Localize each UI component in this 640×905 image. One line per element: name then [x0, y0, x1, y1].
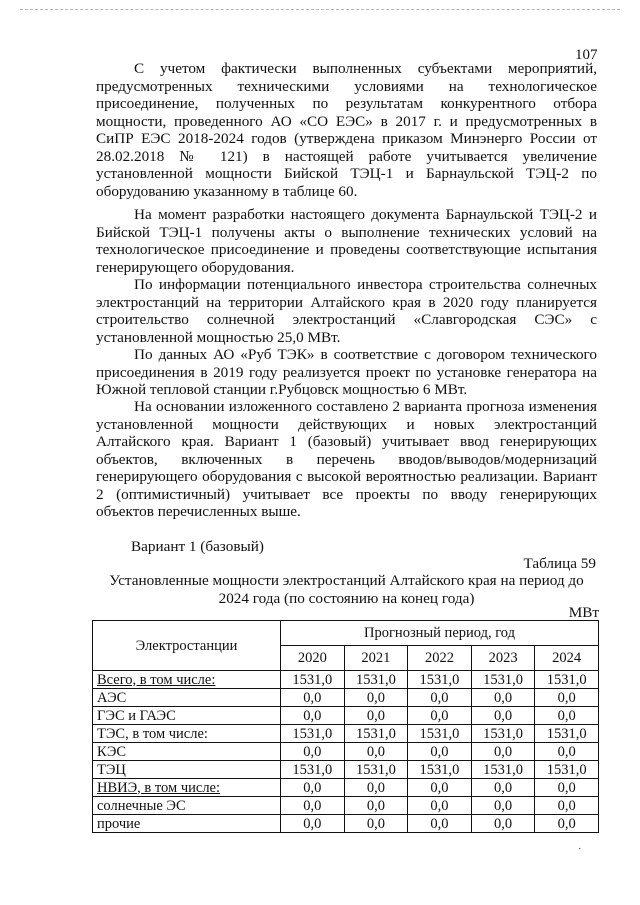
table-unit: МВт — [568, 604, 599, 621]
row-label: солнечные ЭС — [93, 797, 281, 815]
row-label: прочие — [93, 815, 281, 833]
variant-heading: Вариант 1 (базовый) — [131, 538, 264, 555]
table-cell: 0,0 — [535, 689, 599, 707]
table-caption: Установленные мощности электростанций Алтайского края на период до 2024 года (по состоянию на конец года) — [109, 572, 584, 607]
row-label: ТЭС, в том числе: — [93, 725, 281, 743]
table-row — [93, 725, 599, 743]
table-cell: 0,0 — [471, 689, 535, 707]
table-cell: 1531,0 — [471, 671, 535, 689]
table-cell: 0,0 — [408, 743, 472, 761]
row-label: Всего, в том числе: — [93, 671, 281, 689]
table-cell: 0,0 — [471, 797, 535, 815]
table-cell: 0,0 — [471, 779, 535, 797]
header-stations: Электростанции — [93, 621, 281, 671]
table-cell: 0,0 — [408, 707, 472, 725]
table-row — [93, 689, 599, 707]
scan-mark: · — [578, 843, 582, 855]
header-year: 2024 — [535, 646, 599, 671]
row-label: КЭС — [93, 743, 281, 761]
table-row — [93, 743, 599, 761]
table-row — [93, 815, 599, 833]
table-cell: 0,0 — [535, 815, 599, 833]
paragraph-5: На основании изложенного составлено 2 варианта прогноза изменения установленной мощности действующих и новых электростанций Алтайского края. Вариант 1 (базовый) учитывает ввод генерирующих объектов, включенных в перечень вводов/выводов/модернизаций генерирующего оборудования с высокой вероятностью реализации. Вариант 2 (оптимистичный) учитывает все проекты по вводу генерирующих объектов перечисленных выше. — [96, 398, 597, 520]
table-cell: 0,0 — [535, 743, 599, 761]
header-year: 2021 — [344, 646, 408, 671]
row-label: ГЭС и ГАЭС — [93, 707, 281, 725]
paragraph-4: По данных АО «Руб ТЭК» в соответствие с договором технического присоединения в 2019 году реализуется проект по установке генератора на Южной тепловой станции г.Рубцовск мощностью 6 МВт. — [96, 346, 597, 398]
table-cell: 0,0 — [408, 689, 472, 707]
row-label: ТЭЦ — [93, 761, 281, 779]
header-year: 2020 — [281, 646, 345, 671]
table-cell: 0,0 — [535, 707, 599, 725]
row-label: НВИЭ, в том числе: — [93, 779, 281, 797]
table-cell: 0,0 — [471, 815, 535, 833]
row-label: АЭС — [93, 689, 281, 707]
table-row — [93, 671, 599, 689]
table-cell: 1531,0 — [344, 671, 408, 689]
table-cell: 0,0 — [408, 815, 472, 833]
table-cell: 1531,0 — [408, 761, 472, 779]
paragraph-2: На момент разработки настоящего документа Барнаульской ТЭЦ-2 и Бийской ТЭЦ-1 получены акты о выполнение технических условий на технологическое присоединение и проведены соответствующие испытания генерирующего оборудования. — [96, 206, 597, 276]
table-cell: 0,0 — [471, 743, 535, 761]
table-cell: 0,0 — [281, 797, 345, 815]
table-cell: 1531,0 — [471, 725, 535, 743]
table-cell: 1531,0 — [408, 671, 472, 689]
table-cell: 0,0 — [281, 779, 345, 797]
scan-artifact-line — [20, 9, 620, 10]
table-cell: 0,0 — [344, 689, 408, 707]
table-cell: 0,0 — [408, 779, 472, 797]
capacity-table — [92, 620, 599, 833]
table-cell: 1531,0 — [535, 725, 599, 743]
table-row — [93, 779, 599, 797]
table-cell: 0,0 — [281, 815, 345, 833]
table-row — [93, 707, 599, 725]
table-cell: 1531,0 — [344, 725, 408, 743]
paragraph-3: По информации потенциального инвестора строительства солнечных электростанций на территории Алтайского края в 2020 году планируется строительство солнечной электростанций «Славгородская СЭС» с установленной мощностью 25,0 МВт. — [96, 276, 597, 346]
table-cell: 0,0 — [408, 797, 472, 815]
paragraph-1: С учетом фактически выполненных субъектами мероприятий, предусмотренных техническими условиями на технологическое присоединение, полученных по результатам конкурентного отбора мощности, проведенного АО «СО ЕЭС» в 2017 г. и предусмотренных в СиПР ЕЭС 2018-2024 годов (утверждена приказом Минэнерго России от 28.02.2018 № 121) в настоящей работе учитывается увеличение установленной мощности Бийской ТЭЦ-1 и Барнаульской ТЭЦ-2 по оборудованию указанному в таблице 60. — [96, 60, 597, 200]
table-cell: 1531,0 — [281, 761, 345, 779]
table-cell: 0,0 — [344, 797, 408, 815]
table-cell: 1531,0 — [281, 671, 345, 689]
table-cell: 1531,0 — [535, 671, 599, 689]
table-cell: 0,0 — [344, 815, 408, 833]
table-cell: 0,0 — [281, 743, 345, 761]
table-cell: 1531,0 — [535, 761, 599, 779]
table-cell: 1531,0 — [344, 761, 408, 779]
table-cell: 0,0 — [535, 779, 599, 797]
table-cell: 1531,0 — [281, 725, 345, 743]
header-period: Прогнозный период, год — [281, 621, 599, 646]
table-cell: 0,0 — [344, 779, 408, 797]
table-row — [93, 761, 599, 779]
table-cell: 0,0 — [281, 707, 345, 725]
table-cell: 1531,0 — [408, 725, 472, 743]
table-cell: 0,0 — [535, 797, 599, 815]
table-cell: 0,0 — [344, 743, 408, 761]
header-year: 2023 — [471, 646, 535, 671]
table-label: Таблица 59 — [523, 555, 596, 572]
table-cell: 0,0 — [471, 707, 535, 725]
table-cell: 0,0 — [281, 689, 345, 707]
table-cell: 1531,0 — [471, 761, 535, 779]
header-year: 2022 — [408, 646, 472, 671]
table-row — [93, 797, 599, 815]
table-cell: 0,0 — [344, 707, 408, 725]
page-number: 107 — [575, 47, 598, 63]
